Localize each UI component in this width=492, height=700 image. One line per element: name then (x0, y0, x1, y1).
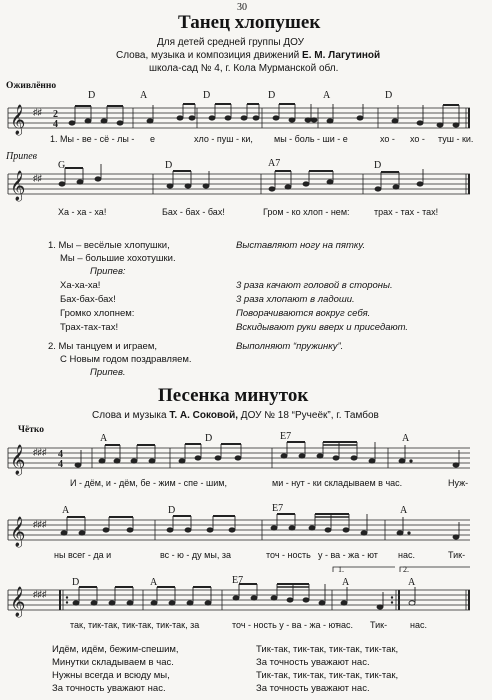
svg-text:𝄞: 𝄞 (10, 587, 26, 617)
song1-subtitle: Для детей средней группы ДОУ (157, 37, 305, 48)
lyrics: И - дём, и - дём, бе - жим - спе - шим, (70, 478, 227, 488)
song1-tempo: Оживлённо (6, 81, 57, 91)
chord: A (342, 577, 350, 588)
volta-2-label: 2. (403, 565, 409, 574)
volta-1-label: 1. (338, 565, 344, 574)
lyrics: Тик- (448, 550, 466, 560)
lyrics: ми - нут - ки складываем в час. (272, 478, 403, 488)
lyrics: у - ва - жа - ют (318, 550, 378, 560)
chord: E7 (272, 503, 284, 514)
lyrics: вс - ю - ду мы, за (160, 550, 231, 560)
movement-note: 3 раза качают головой в стороны. (236, 280, 393, 291)
verse-line: Бах-бах-бах! (60, 294, 116, 305)
verse-line: Мы – большие хохотушки. (60, 253, 176, 264)
music-staff-2 (0, 170, 492, 210)
lyrics: Нуж- (448, 478, 469, 488)
verse-line: 2. Мы танцуем и играем, (48, 341, 157, 352)
movement-note: 3 раза хлопают в ладоши. (236, 294, 355, 305)
lyrics: нас. (410, 620, 427, 630)
lyrics: точ - ность (266, 550, 311, 560)
verse-line: Ха-ха-ха! (60, 280, 101, 291)
lyrics: так, тик-так, тик-так, тик-так, за (70, 620, 200, 630)
lyrics: е (150, 134, 156, 144)
chord: A (408, 577, 416, 588)
chord: A (62, 505, 70, 516)
svg-text:♯♯: ♯♯ (33, 173, 42, 183)
chord: A (323, 90, 331, 101)
svg-text:♯♯♯: ♯♯♯ (33, 519, 47, 529)
chord: A7 (268, 158, 281, 169)
refrain-label: Припев (6, 151, 38, 162)
movement-note: Поворачиваются вокруг себя. (236, 308, 371, 319)
chord: D (165, 160, 173, 171)
chord: A (140, 90, 148, 101)
chord: D (168, 505, 176, 516)
verse-block-right: Тик-так, тик-так, тик-так, тик-так, За точность уважают нас. Тик-так, тик-так, тик-так, тик-так, За точность уважают нас. (256, 644, 399, 694)
chord: D (205, 433, 213, 444)
movement-note: Выставляют ногу на пятку. (236, 240, 366, 251)
chord: D (88, 90, 96, 101)
verse-line: Громко хлопнем: (60, 308, 135, 319)
movement-note: Вскидывают руки вверх и приседают. (236, 322, 409, 333)
lyrics: нас. (398, 550, 415, 560)
chord: G (58, 160, 66, 171)
svg-text:𝄞: 𝄞 (10, 171, 26, 201)
verse-line: С Новым годом поздравляем. (60, 354, 192, 365)
verse-line: 1. Мы – весёлые хлопушки, (48, 240, 170, 251)
chord: D (268, 90, 276, 101)
song2-tempo: Чётко (18, 425, 44, 435)
lyrics: хо - (380, 134, 395, 144)
song1-school: школа-сад № 4, г. Кола Мурманской обл. (149, 63, 339, 74)
chord: A (100, 433, 108, 444)
svg-text:♯♯♯: ♯♯♯ (33, 589, 47, 599)
chord: E7 (280, 431, 292, 442)
verse-refrain-label: Припев. (90, 367, 126, 378)
chord: A (402, 433, 410, 444)
verse-refrain-label: Припев: (90, 266, 126, 277)
svg-text:♯♯: ♯♯ (33, 107, 42, 117)
song2-authors: Слова и музыка Т. А. Соковой, ДОУ № 18 “Ручеёк”, г. Тамбов (92, 410, 379, 421)
lyrics: мы - боль - ши - е (274, 134, 348, 144)
svg-text:4: 4 (58, 459, 63, 470)
svg-text:𝄞: 𝄞 (10, 445, 26, 475)
svg-text:2: 2 (53, 109, 58, 120)
lyrics: Бах - бах - бах! (162, 207, 225, 217)
lyrics: Ха - ха - ха! (58, 207, 107, 217)
page-number: 30 (237, 2, 247, 13)
lyrics: трах - тах - тах! (374, 207, 439, 217)
svg-text:4: 4 (58, 449, 63, 460)
lyrics: туш - ки. (438, 134, 474, 144)
svg-text:♯♯♯: ♯♯♯ (33, 447, 47, 457)
lyrics: ны всег - да и (54, 550, 112, 560)
chord: A (400, 505, 408, 516)
lyrics: хло - пуш - ки, (194, 134, 253, 144)
lyrics: хо - (410, 134, 425, 144)
chord: A (150, 577, 158, 588)
lyrics: Тик- (370, 620, 388, 630)
chord: D (72, 577, 80, 588)
chord: D (385, 90, 393, 101)
svg-text:𝄞: 𝄞 (10, 105, 26, 135)
lyrics: 1. Мы - ве - сё - лы - (50, 134, 135, 144)
lyrics: точ - ность у - ва - жа - ют (232, 620, 340, 630)
lyrics: нас. (336, 620, 353, 630)
chord: D (203, 90, 211, 101)
movement-note: Выполняют “пружинку”. (236, 341, 344, 352)
song2-title: Песенка минуток (158, 385, 309, 406)
svg-text:𝄞: 𝄞 (10, 517, 26, 547)
svg-text:4: 4 (53, 119, 58, 130)
verse-line: Трах-тах-тах! (60, 322, 119, 333)
chord: D (374, 160, 382, 171)
song1-title: Танец хлопушек (178, 12, 321, 33)
verse-block-left: Идём, идём, бежим-спешим, Минутки складываем в час. Нужны всегда и всюду мы, За точность уважают нас. (52, 644, 179, 694)
chord: E7 (232, 575, 244, 586)
song1-authors: Слова, музыка и композиция движений Е. М. Лагутиной (116, 50, 381, 61)
lyrics: Гром - ко хлоп - нем: (263, 207, 350, 217)
